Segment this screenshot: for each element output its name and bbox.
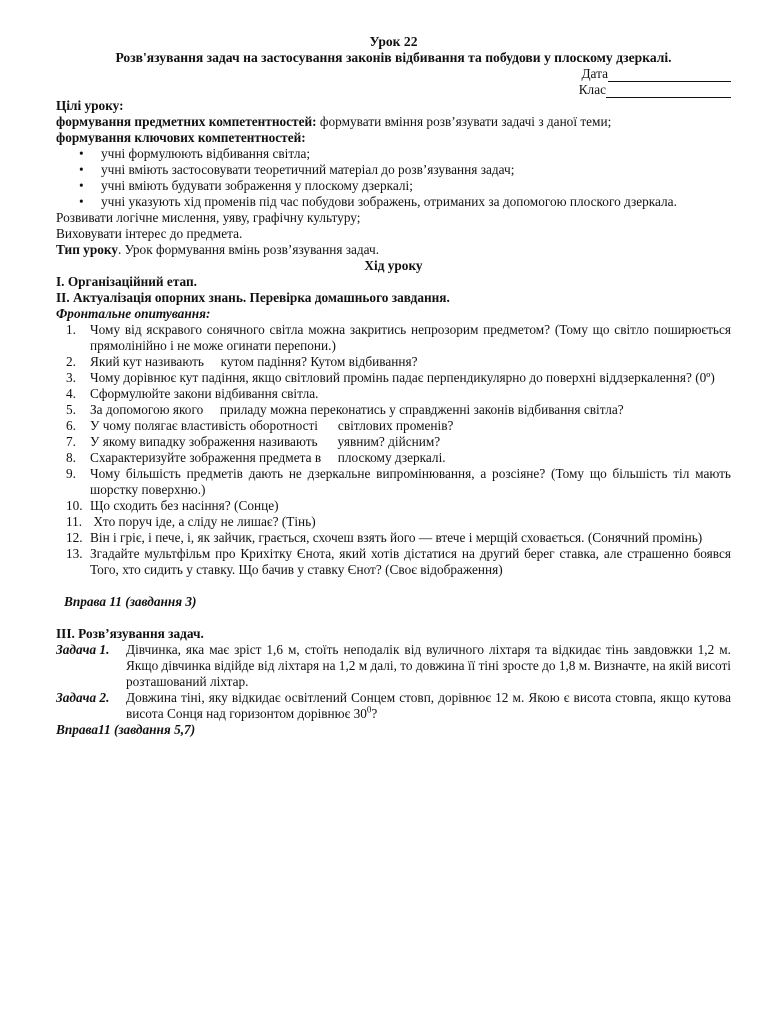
question-number: 11. — [66, 514, 83, 529]
lesson-type — [56, 242, 731, 258]
develop-goal: Розвивати логічне мислення, уяву, графічну культуру; — [56, 210, 361, 225]
task-1 — [56, 642, 731, 690]
question-number: 13. — [66, 546, 83, 561]
task-1-text: Дівчинка, яка має зріст 1,6 м, стоїть неподалік від вуличного ліхтаря та відкидає тінь завдовжки 1,2 м. Якщо дівчинка відійде від ліхтаря на 1,2 м далі, то довжина її тіні зросте до 1,8 м. Визначте, на якій висоті розташований ліхтар. — [126, 642, 731, 689]
question-number: 3. — [66, 370, 76, 385]
question-text: Чому більшість предметів дають не дзеркальне випромінювання, а розсіяне? (Тому що більшість тіл мають шорстку поверхню.) — [90, 466, 731, 497]
question-text: Він і гріє, і пече, і, як зайчик, грається, схочеш взять його — втече і мерщій сховається. (Сонячний промінь) — [90, 530, 703, 545]
list-item: • учні указують хід променів під час побудови зображень, отриманих за допомогою плоского дзеркала. — [56, 194, 731, 210]
lesson-type-label: Тип уроку — [56, 242, 118, 257]
list-item — [56, 546, 731, 578]
question-number: 4. — [66, 386, 76, 401]
survey-label: Фронтальне опитування: — [56, 306, 211, 321]
stage-3-heading: ІІІ. Розв’язування задач. — [56, 626, 204, 641]
educate-goal: Виховувати інтерес до предмета. — [56, 226, 243, 241]
question-text: Який кут називають кутом падіння? Кутом відбивання? — [90, 354, 418, 369]
list-item — [56, 498, 731, 514]
goals-heading: Цілі уроку: — [56, 98, 124, 113]
stage-1-heading: І. Організаційний етап. — [56, 274, 197, 289]
subject-competence-text: формувати вміння розв’язувати задачі з даної теми; — [316, 114, 612, 129]
spacer — [56, 610, 731, 626]
question-number: 10. — [66, 498, 83, 513]
question-text: Схарактеризуйте зображення предмета в плоскому дзеркалі. — [90, 450, 446, 465]
question-text: За допомогою якого приладу можна переконатись у справдженні законів відбивання світла? — [90, 402, 624, 417]
question-number: 2. — [66, 354, 76, 369]
class-field — [56, 82, 731, 98]
question-text: Чому дорівнює кут падіння, якщо світловий промінь падає перпендикулярно до поверхні віддзеркалення? (0º) — [90, 370, 715, 385]
subject-competence — [56, 114, 731, 130]
key-competence-label: формування ключових компетентностей: — [56, 130, 306, 145]
list-item — [56, 322, 731, 354]
question-text: Хто поруч іде, а сліду не лишає? (Тінь) — [90, 514, 316, 529]
task-1-label: Задача 1. — [56, 642, 110, 657]
lesson-type-text: . Урок формування вмінь розв’язування задач. — [118, 242, 380, 257]
lesson-title: Розв'язування задач на застосування законів відбивання та побудови у плоскому дзеркалі. — [115, 50, 672, 65]
list-item — [56, 530, 731, 546]
stage-2-heading: ІІ. Актуалізація опорних знань. Перевірка домашнього завдання. — [56, 290, 450, 305]
list-item: • учні вміють будувати зображення у плоскому дзеркалі; — [56, 178, 731, 194]
question-text: Чому від яскравого сонячного світла можна закритись непрозорим предметом? (Тому що світло поширюється прямолінійно і не може огинати перепони.) — [90, 322, 731, 353]
list-item — [56, 434, 731, 450]
list-item — [56, 386, 731, 402]
class-label: Клас — [578, 82, 606, 97]
task-2-label: Задача 2. — [56, 690, 110, 705]
list-item — [56, 466, 731, 498]
course-heading: Хід уроку — [364, 258, 423, 273]
question-number: 7. — [66, 434, 76, 449]
date-field — [56, 66, 731, 82]
subject-competence-label: формування предметних компетентностей: — [56, 114, 317, 129]
degree-superscript: 0 — [366, 704, 372, 715]
list-item: • учні вміють застосовувати теоретичний матеріал до розв’язування задач; — [56, 162, 731, 178]
lesson-number: Урок 22 — [369, 34, 418, 49]
list-item — [56, 418, 731, 434]
list-item — [56, 450, 731, 466]
question-text: У якому випадку зображення називають уявним? дійсним? — [90, 434, 441, 449]
questions-list — [56, 322, 731, 578]
list-item — [56, 402, 731, 418]
list-item: • учні формулюють відбивання світла; — [56, 146, 731, 162]
task-2-text: Довжина тіні, яку відкидає освітлений Сонцем стовп, дорівнює 12 м. Якою є висота стовпа, якщо кутова висота Сонця над горизонтом дорівнює 30 — [126, 690, 731, 721]
spacer — [56, 578, 731, 594]
question-number: 8. — [66, 450, 76, 465]
question-text: Згадайте мультфільм про Крихітку Єнота, який хотів дістатися на другий берег ставка, але страшенно боявся Того, хто сидить у ставку. Що бачив у ставку Єнот? (Своє відображення) — [90, 546, 731, 577]
question-number: 9. — [66, 466, 76, 481]
question-text: Сформулюйте закони відбивання світла. — [90, 386, 319, 401]
task-2 — [56, 690, 731, 722]
goals-bullet-list — [56, 146, 731, 210]
question-text: У чому полягає властивість оборотності світлових променів? — [90, 418, 454, 433]
question-number: 5. — [66, 402, 76, 417]
list-item — [56, 354, 731, 370]
document-page — [56, 34, 731, 738]
question-text: Що сходить без насіння? (Сонце) — [90, 498, 279, 513]
task-2-end: ? — [371, 706, 378, 721]
list-item — [56, 514, 731, 530]
class-blank-line — [606, 84, 731, 98]
exercise-1: Вправа 11 (завдання 3) — [64, 594, 197, 609]
question-number: 6. — [66, 418, 76, 433]
question-number: 1. — [66, 322, 76, 337]
date-blank-line — [608, 68, 731, 82]
date-label: Дата — [581, 66, 608, 81]
list-item — [56, 370, 731, 386]
exercise-2: Вправа11 (завдання 5,7) — [56, 722, 196, 737]
question-number: 12. — [66, 530, 83, 545]
